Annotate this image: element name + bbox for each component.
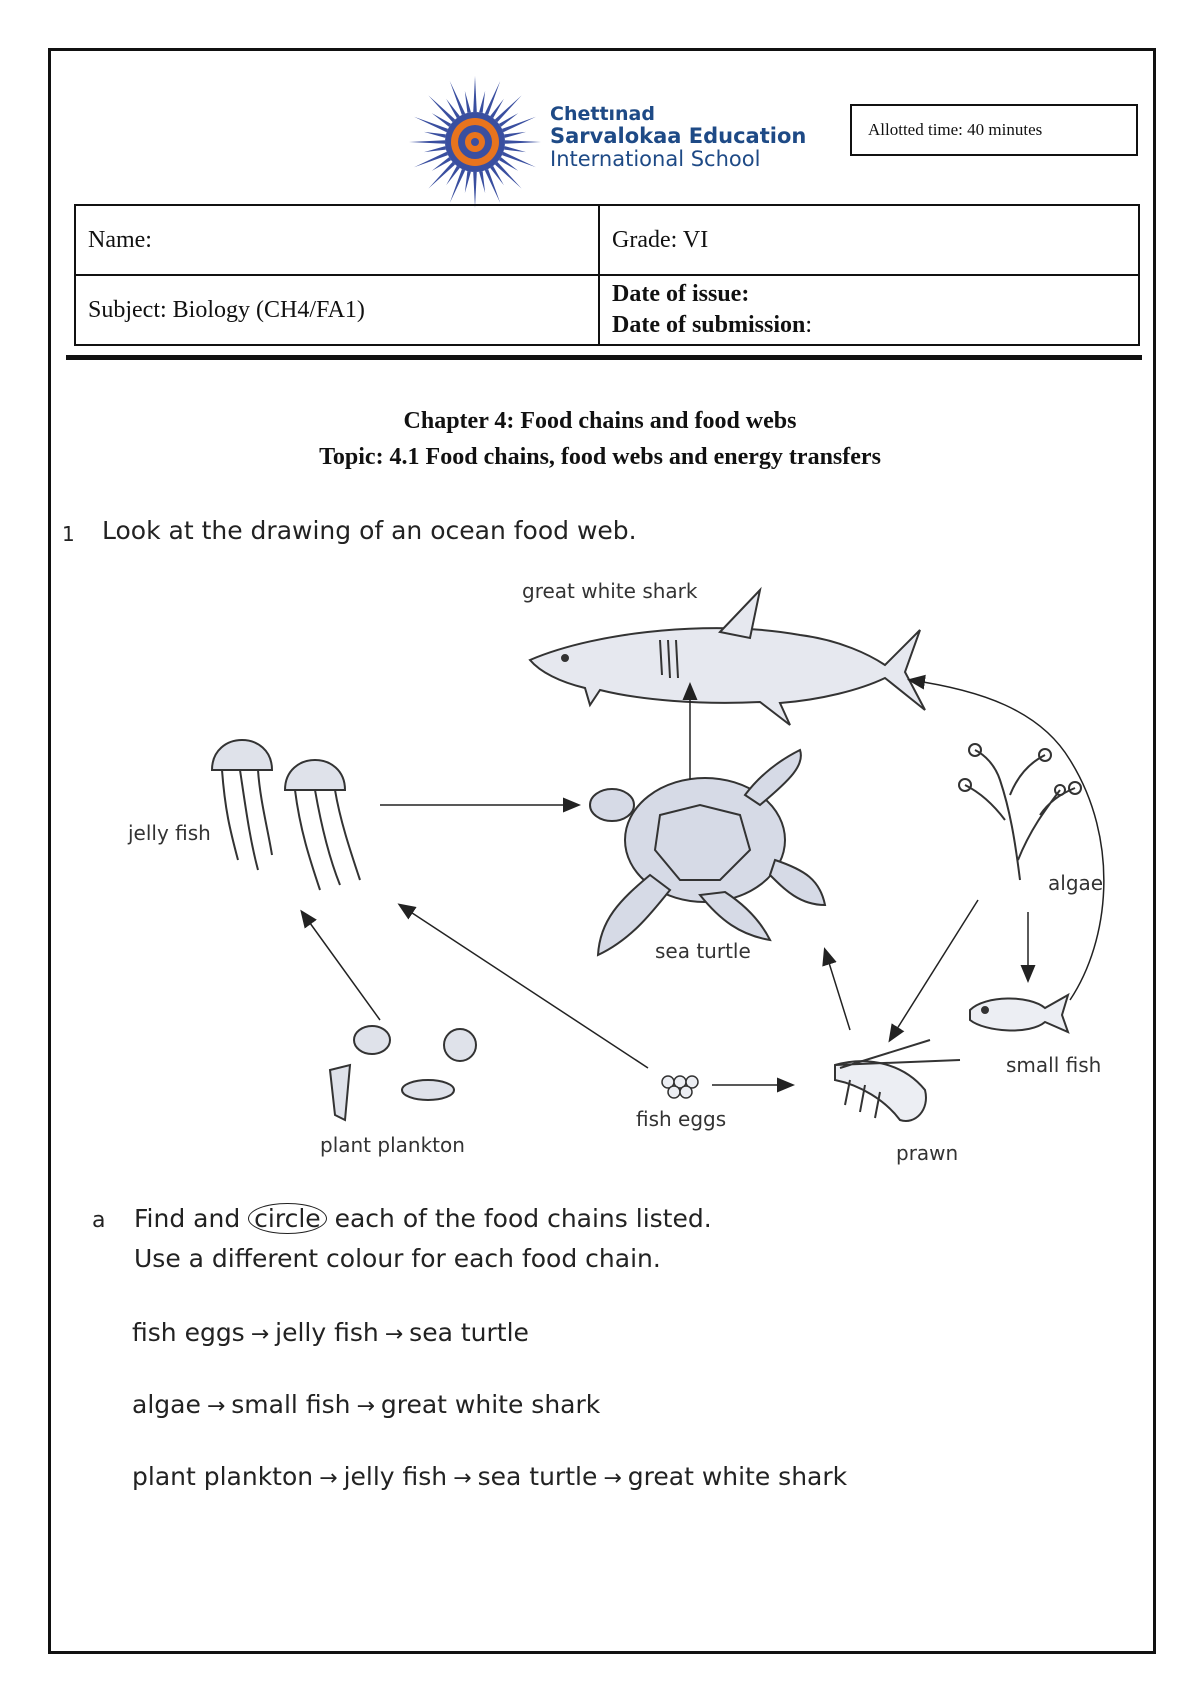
logo-ray	[414, 117, 448, 132]
student-info-table	[74, 204, 1140, 346]
logo-ray	[495, 162, 522, 189]
food-chain-3	[132, 1462, 847, 1491]
small-fish-drawing	[970, 995, 1068, 1032]
logo-ray	[414, 152, 448, 167]
allotted-time-box: Allotted time: 40 minutes	[850, 104, 1138, 156]
logo-ray	[495, 95, 522, 122]
chain-3-item: great white shark	[627, 1462, 848, 1491]
chapter-title: Chapter 4: Food chains and food webs	[403, 408, 797, 434]
sea-turtle-drawing	[590, 750, 825, 955]
chain-3-item: sea turtle	[477, 1462, 598, 1491]
date-of-submission-label: Date of submission	[612, 312, 806, 338]
logo-ray	[450, 81, 465, 115]
arrow-icon: →	[384, 1322, 404, 1347]
logo-line-2: Sarvalokaa Education	[550, 123, 807, 148]
label-algae: algae	[1048, 871, 1104, 895]
logo-ray	[424, 146, 446, 152]
part-a-instruction	[134, 1204, 712, 1233]
subject-field: Subject: Biology (CH4/FA1)	[75, 275, 599, 345]
logo-ray	[485, 169, 500, 203]
chain-1-item: jelly fish	[275, 1318, 379, 1347]
question-text: Look at the drawing of an ocean food web.	[102, 516, 637, 545]
arrow-icon: →	[356, 1394, 375, 1419]
arrow-icon: →	[206, 1394, 226, 1419]
food-chain-2	[132, 1390, 600, 1419]
circle-word: circle	[248, 1203, 327, 1234]
school-name	[550, 104, 806, 171]
logo-ray	[428, 95, 455, 122]
logo-ray	[450, 169, 465, 203]
food-web-diagram	[0, 560, 1200, 1180]
chain-2-item: great white shark	[380, 1390, 601, 1419]
logo-ray	[505, 140, 541, 144]
arrow-icon: →	[250, 1322, 270, 1347]
logo-ray	[428, 162, 455, 189]
plant-plankton-drawing	[330, 1026, 476, 1120]
chain-2-item: algae	[132, 1390, 201, 1419]
logo-line-1: Chettınad	[550, 103, 655, 125]
great-white-shark-drawing	[530, 590, 925, 725]
dates-cell	[599, 275, 1139, 345]
chain-1-item: fish eggs	[132, 1318, 245, 1347]
prawn-drawing	[835, 1040, 960, 1121]
logo-ray	[479, 91, 485, 113]
label-fish-eggs: fish eggs	[636, 1107, 727, 1131]
label-prawn: prawn	[896, 1141, 959, 1165]
logo-ray	[465, 171, 471, 193]
logo-ray	[502, 152, 536, 167]
name-field[interactable]: Name:	[75, 205, 599, 275]
label-small-fish: small fish	[1006, 1053, 1102, 1077]
label-jelly-fish: jelly fish	[128, 821, 211, 845]
jelly-fish-drawing	[212, 740, 360, 890]
label-great-white-shark: great white shark	[522, 579, 698, 603]
part-a-text-1: Find and	[134, 1204, 241, 1233]
header-divider	[66, 355, 1142, 360]
part-a-text-2: each of the food chains listed.	[334, 1204, 712, 1233]
logo-ray	[479, 171, 485, 193]
date-of-submission-colon: :	[805, 312, 813, 338]
logo-ray	[465, 91, 471, 113]
logo-ray	[502, 117, 536, 132]
logo-ray	[424, 132, 446, 138]
part-a-line-2: Use a different colour for each food chain.	[134, 1244, 661, 1273]
chain-3-item: plant plankton	[132, 1462, 314, 1491]
chain-3-item: jelly fish	[343, 1462, 448, 1491]
fish-eggs-drawing	[662, 1076, 698, 1098]
sunburst-logo-icon	[405, 72, 545, 212]
date-of-issue-label: Date of issue:	[612, 280, 750, 307]
logo-line-3: International School	[550, 146, 761, 171]
question-number: 1	[62, 522, 75, 546]
logo-ray	[504, 146, 526, 152]
arrow-icon: →	[603, 1466, 622, 1491]
chain-2-item: small fish	[231, 1390, 351, 1419]
label-plant-plankton: plant plankton	[320, 1133, 465, 1157]
part-letter: a	[92, 1208, 106, 1233]
logo-ray	[473, 76, 477, 112]
logo-ray	[504, 132, 526, 138]
food-chain-1	[132, 1318, 529, 1347]
topic-title: Topic: 4.1 Food chains, food webs and energy transfers	[319, 444, 881, 470]
label-sea-turtle: sea turtle	[655, 939, 751, 963]
logo-ray	[409, 140, 445, 144]
algae-drawing	[959, 744, 1081, 880]
logo-ray	[485, 81, 500, 115]
arrow-icon: →	[453, 1466, 472, 1491]
arrow-icon: →	[319, 1466, 338, 1491]
chain-1-item: sea turtle	[409, 1318, 529, 1347]
grade-field: Grade: VI	[599, 205, 1139, 275]
logo-ray	[473, 172, 477, 208]
